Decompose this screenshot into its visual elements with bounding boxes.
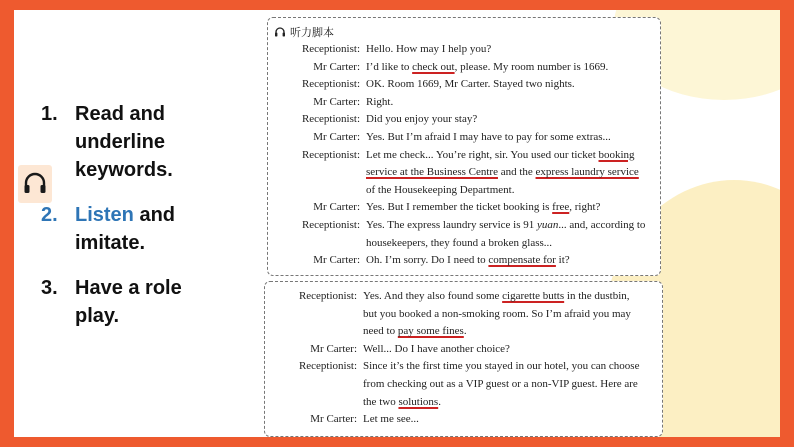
keyword: service at the Business Centre (366, 166, 498, 179)
text-segment: Right. (366, 95, 394, 108)
keyword: free (552, 201, 570, 214)
text-segment: ... and, according to (558, 219, 646, 231)
line-text (366, 219, 645, 231)
text-segment: I’d like to (366, 60, 413, 73)
text-segment: Let me see... (363, 413, 419, 426)
line-text (366, 184, 514, 196)
step-number: 2. (41, 204, 58, 226)
text-segment: need to (363, 325, 398, 338)
step-label: Have a role play. (75, 277, 182, 327)
speaker-name: Receptionist: (301, 43, 360, 55)
text-segment: Hello. How may I help you? (366, 43, 492, 55)
line-text (366, 254, 570, 266)
text-segment: and the (497, 166, 536, 179)
speaker-name: Mr Carter: (313, 254, 360, 267)
step-label: Read and underline keywords. (75, 103, 173, 181)
text-segment: it? (555, 254, 570, 267)
text-segment: , right? (569, 201, 601, 214)
line-text (366, 61, 608, 73)
headphone-icon (274, 26, 286, 38)
speaker-name: Mr Carter: (313, 131, 360, 143)
step-number: 3. (41, 277, 58, 299)
speaker-name: Receptionist: (301, 78, 360, 91)
speaker-name: Mr Carter: (313, 201, 360, 214)
script-header (274, 24, 334, 40)
text-segment: . (438, 395, 441, 408)
text-segment: , please. My room number is 1669. (454, 60, 609, 73)
text-segment: but you booked a non-smoking room. So I’m afraid you may (363, 307, 631, 320)
speaker-name: Mr Carter: (313, 95, 360, 108)
step-1 (41, 100, 221, 184)
text-segment: . (463, 325, 467, 338)
script-title: 听力脚本 (290, 26, 334, 39)
text-segment: the two (363, 395, 399, 408)
keyword: pay some fines (397, 325, 464, 338)
text-segment: Did you enjoy your stay? (366, 113, 478, 126)
text-segment: Yes. But I’m afraid I may have to pay for some extras... (366, 131, 611, 143)
text-segment: yuan (536, 219, 559, 231)
speaker-name: Mr Carter: (310, 413, 357, 426)
keyword: express laundry service (535, 166, 639, 179)
text-segment: of the Housekeeping Department. (366, 183, 515, 196)
keyword: booking (598, 148, 635, 161)
text-segment: Since it’s the first time you stayed in our hotel, you can choose (363, 360, 640, 373)
text-segment: Let me check... You’re right, sir. You used our ticket (366, 148, 599, 161)
line-text (366, 113, 477, 125)
step-number: 1. (41, 103, 58, 125)
keyword: solutions (398, 395, 439, 408)
line-text (366, 131, 611, 143)
text-segment: Yes. The express laundry service is 91 (366, 219, 537, 231)
text-segment: OK. Room 1669, Mr Carter. Stayed two nights. (366, 78, 575, 91)
line-text (363, 343, 510, 355)
speaker-name: Receptionist: (301, 113, 360, 126)
script-panel-1 (267, 17, 661, 276)
line-text (366, 201, 600, 213)
text-segment: from checking out as a VIP guest or a non-VIP guest. Here are (363, 378, 638, 390)
line-text (363, 378, 638, 390)
line-text (366, 149, 635, 161)
keyword: compensate for (488, 254, 556, 267)
speaker-name: Mr Carter: (313, 60, 360, 73)
line-text (363, 308, 631, 320)
speaker-name: Receptionist: (298, 290, 357, 302)
step-list (41, 100, 221, 347)
line-text (366, 78, 575, 90)
text-segment: Yes. And they also found some (363, 290, 503, 302)
text-segment: Yes. But I remember the ticket booking is (366, 201, 553, 214)
line-text (366, 96, 393, 108)
text-segment: Oh. I’m sorry. Do I need to (366, 254, 489, 267)
step-3 (41, 274, 221, 330)
line-text (366, 166, 639, 178)
text-segment: in the dustbin, (564, 290, 630, 302)
text-segment: housekeepers, they found a broken glass... (366, 236, 553, 249)
line-text (366, 237, 552, 249)
step-label: and imitate. (75, 204, 176, 254)
speaker-name: Receptionist: (301, 148, 360, 161)
speaker-name: Mr Carter: (310, 342, 357, 355)
line-text (363, 290, 630, 302)
script-panel-2 (264, 281, 663, 437)
step-highlight: Listen (75, 204, 134, 226)
line-text (363, 413, 419, 425)
line-text (363, 360, 639, 372)
keyword: check out (412, 60, 455, 73)
slide (14, 10, 780, 437)
speaker-name: Receptionist: (298, 360, 357, 373)
speaker-name: Receptionist: (301, 219, 360, 231)
line-text (363, 396, 441, 408)
line-text (366, 43, 491, 55)
text-segment: Well... Do I have another choice? (363, 342, 510, 355)
line-text (363, 325, 467, 337)
step-2 (41, 201, 221, 257)
keyword: cigarette butts (502, 290, 565, 302)
